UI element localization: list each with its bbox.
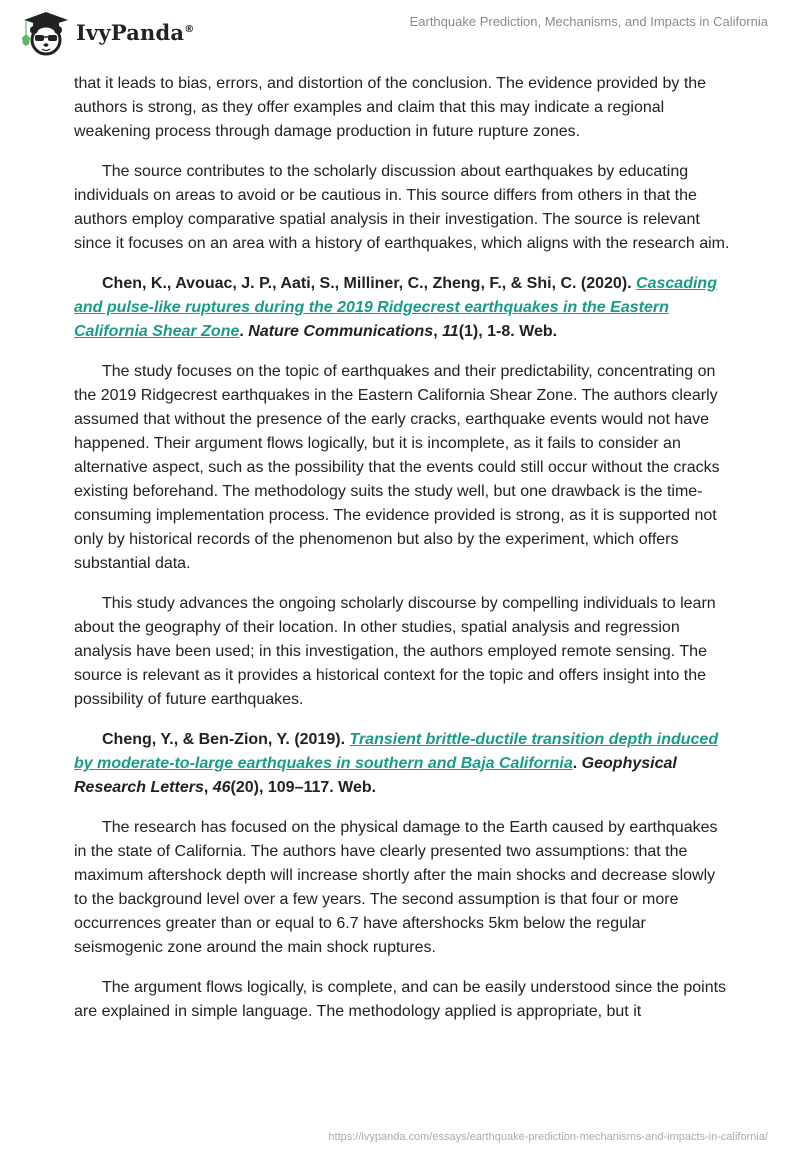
document-body bbox=[74, 72, 730, 1040]
paragraph: This study advances the ongoing scholarly discourse by compelling individuals to learn about the geography of their location. In other studies, spatial analysis and regression analysis have been used; in this investigation, the authors employed remote sensing. The source is relevant as it provides a historical context for the topic and offers insight into the possibility of future earthquakes. bbox=[74, 595, 716, 708]
reference-entry: Cheng, Y., & Ben-Zion, Y. (2019). Transient brittle-ductile transition depth induced by moderate-to-large earthquakes in southern and Baja California. Geophysical Research Letters, 46(20), 109–117. Web. bbox=[74, 731, 719, 796]
paragraph: The argument flows logically, is complete, and can be easily understood since the points are explained in simple language. The methodology applied is appropriate, but it bbox=[74, 979, 727, 1020]
paragraph: The research has focused on the physical damage to the Earth caused by earthquakes in the state of California. The authors have clearly presented two assumptions: that the maximum aftershock depth will increase shortly after the main shocks and decrease slowly to the background level over a few years. The second assumption is that four or more occurrences greater than or equal to 6.7 have aftershocks 5km below the regular seismogenic zone around the main shock ruptures. bbox=[74, 819, 718, 956]
reference-link[interactable]: Transient brittle-ductile transition depth induced by moderate-to-large earthquakes in southern and Baja California bbox=[74, 731, 719, 772]
page-header bbox=[0, 0, 800, 60]
journal-volume: 11 bbox=[442, 323, 459, 340]
journal-volume: 46 bbox=[212, 779, 231, 796]
reference-link[interactable]: Cascading and pulse-like ruptures during the 2019 Ridgecrest earthquakes in the Eastern California Shear Zone bbox=[74, 275, 717, 340]
reference-authors: Chen, K., Avouac, J. P., Aati, S., Milliner, C., Zheng, F., & Shi, C. (2020). bbox=[102, 275, 637, 292]
reference-authors: Cheng, Y., & Ben-Zion, Y. (2019). bbox=[102, 731, 350, 748]
reference-entry: Chen, K., Avouac, J. P., Aati, S., Milliner, C., Zheng, F., & Shi, C. (2020). Cascading and pulse-like ruptures during the 2019 Ridgecrest earthquakes in the Eastern California Shear Zone. Nature Communications, 11(1), 1-8. Web. bbox=[74, 275, 717, 340]
brand-name: IvyPanda® bbox=[76, 19, 195, 45]
paragraph: The source contributes to the scholarly discussion about earthquakes by educating individuals on areas to avoid or be cautious in. This source differs from others in that the authors employ comparative spatial analysis in their investigation. The source is relevant since it focuses on an area with a history of earthquakes, which aligns with the research aim. bbox=[74, 163, 730, 252]
paragraph: that it leads to bias, errors, and distortion of the conclusion. The evidence provided by the authors is strong, as they offer examples and claim that this may indicate a regional weakening process through damage production in future rupture zones. bbox=[74, 75, 707, 140]
source-url[interactable]: https://ivypanda.com/essays/earthquake-prediction-mechanisms-and-impacts-in-california/ bbox=[328, 1131, 768, 1143]
document-title: Earthquake Prediction, Mechanisms, and Impacts in California bbox=[409, 14, 768, 29]
journal-name: Geophysical Research Letters bbox=[74, 755, 677, 796]
journal-name: Nature Communications bbox=[248, 323, 434, 340]
ivypanda-logo[interactable] bbox=[16, 8, 194, 56]
panda-graduate-icon bbox=[16, 8, 74, 56]
paragraph: The study focuses on the topic of earthquakes and their predictability, concentrating on the 2019 Ridgecrest earthquakes in the Eastern California Shear Zone. The authors clearly assumed that without the presence of the early cracks, earthquake events would not have happened. Their argument flows logically, but it is incomplete, as it fails to consider an alternative aspect, such as the possibility that the events could still occur without the cracks existing beforehand. The methodology suits the study well, but one drawback is the time-consuming implementation process. The evidence provided is strong, as it is supported not only by historical records of the phenomenon but also by the experiment, which offers substantial data. bbox=[74, 363, 720, 572]
